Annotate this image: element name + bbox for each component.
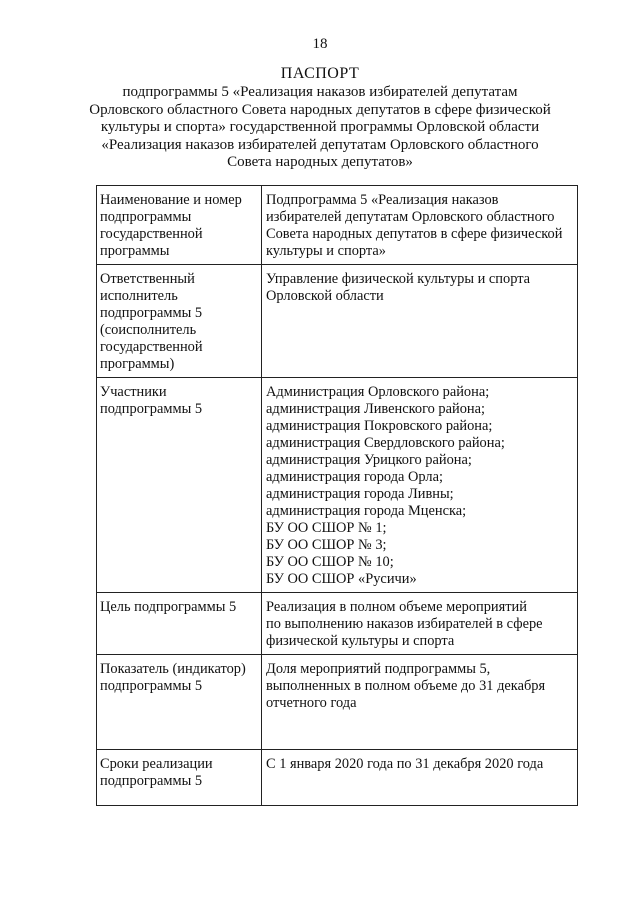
text-line: подпрограммы 5 xyxy=(100,305,203,321)
text-line: программы) xyxy=(100,356,175,372)
table-row-timeline xyxy=(97,750,578,806)
document-subtitle xyxy=(0,84,640,172)
text-line: (соисполнитель xyxy=(100,322,197,338)
text-line: Управление физической культуры и спорта xyxy=(266,271,531,287)
row-value xyxy=(262,378,578,593)
text-line: Цель подпрограммы 5 xyxy=(100,599,237,615)
text-line: Реализация в полном объеме мероприятий xyxy=(266,599,527,615)
page-number: 18 xyxy=(312,36,328,52)
row-label xyxy=(97,265,262,378)
text-line: Орловской области xyxy=(266,288,384,304)
subtitle-line: Совета народных депутатов» xyxy=(227,154,413,170)
text-line: выполненных в полном объеме до 31 декабря xyxy=(266,678,546,694)
text-line: БУ ОО СШОР № 10; xyxy=(266,554,394,570)
document-title: ПАСПОРТ xyxy=(280,65,360,82)
row-label xyxy=(97,186,262,265)
text-line: избирателей депутатам Орловского областного xyxy=(266,209,555,225)
text-line: администрация Ливенского района; xyxy=(266,401,485,417)
text-line: администрация города Орла; xyxy=(266,469,443,485)
text-line: БУ ОО СШОР № 3; xyxy=(266,537,387,553)
row-value xyxy=(262,655,578,750)
table-row-goal xyxy=(97,593,578,655)
text-line: государственной xyxy=(100,339,203,355)
text-line: подпрограммы 5 xyxy=(100,678,203,694)
table-row-name xyxy=(97,186,578,265)
text-line: С 1 января 2020 года по 31 декабря 2020 года xyxy=(266,756,544,772)
text-line: культуры и спорта» xyxy=(266,243,386,259)
table-row-indicator xyxy=(97,655,578,750)
text-line: администрация Покровского района; xyxy=(266,418,493,434)
row-label xyxy=(97,750,262,806)
text-line: подпрограммы xyxy=(100,209,192,225)
text-line: Участники xyxy=(100,384,167,400)
text-line: по выполнению наказов избирателей в сфере xyxy=(266,616,543,632)
text-line: Наименование и номер xyxy=(100,192,242,208)
text-line: администрация Свердловского района; xyxy=(266,435,505,451)
row-label xyxy=(97,378,262,593)
text-line: подпрограммы 5 xyxy=(100,773,203,789)
subtitle-line: подпрограммы 5 «Реализация наказов избирателей депутатам xyxy=(122,84,518,100)
subtitle-line: «Реализация наказов избирателей депутатам Орловского областного xyxy=(101,136,539,153)
text-line: БУ ОО СШОР «Русичи» xyxy=(266,571,417,587)
subtitle-line: Орловского областного Совета народных депутатов в сфере физической xyxy=(89,101,551,118)
text-line: Администрация Орловского района; xyxy=(266,384,490,400)
text-line: государственной xyxy=(100,226,203,242)
text-line: БУ ОО СШОР № 1; xyxy=(266,520,387,536)
text-line: отчетного года xyxy=(266,695,357,711)
text-line: Сроки реализации xyxy=(100,756,213,772)
text-line: Доля мероприятий подпрограммы 5, xyxy=(266,661,491,677)
subtitle-line: культуры и спорта» государственной программы Орловской области xyxy=(100,119,540,135)
text-line: программы xyxy=(100,243,170,259)
row-value xyxy=(262,593,578,655)
text-line: Ответственный xyxy=(100,271,195,287)
text-line: Показатель (индикатор) xyxy=(100,661,246,677)
document-heading xyxy=(0,64,640,172)
row-value xyxy=(262,186,578,265)
row-value xyxy=(262,750,578,806)
table-row-participants xyxy=(97,378,578,593)
row-value xyxy=(262,265,578,378)
text-line: Подпрограмма 5 «Реализация наказов xyxy=(266,192,499,208)
passport-table xyxy=(96,185,578,806)
text-line: физической культуры и спорта xyxy=(266,633,455,649)
text-line: исполнитель xyxy=(100,288,178,304)
text-line: подпрограммы 5 xyxy=(100,401,203,417)
text-line: Совета народных депутатов в сфере физической xyxy=(266,226,563,242)
row-label xyxy=(97,593,262,655)
text-line: администрация города Мценска; xyxy=(266,503,467,519)
table-row-executor xyxy=(97,265,578,378)
text-line: администрация Урицкого района; xyxy=(266,452,472,468)
text-line: администрация города Ливны; xyxy=(266,486,454,502)
row-label xyxy=(97,655,262,750)
